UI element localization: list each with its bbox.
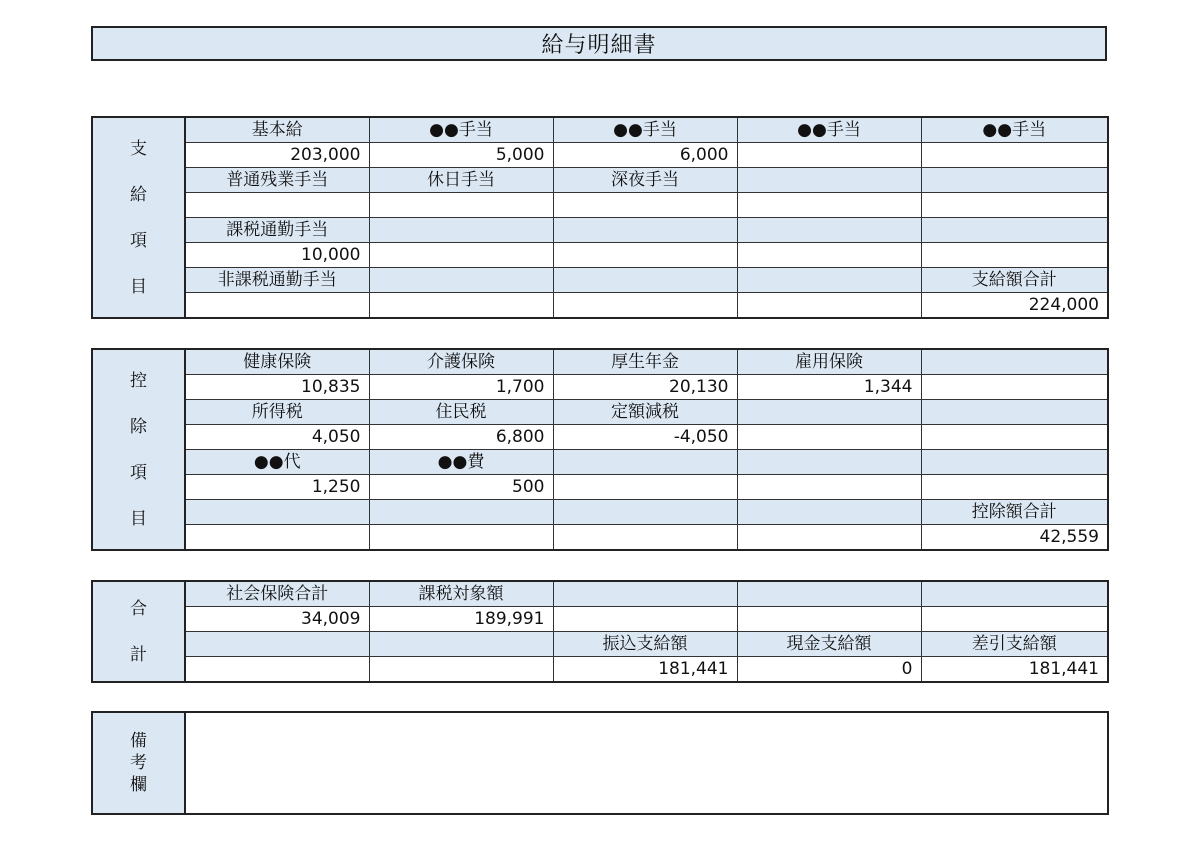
grid-row <box>92 450 1108 475</box>
item-label <box>737 500 921 525</box>
grid-row <box>92 168 1108 193</box>
item-value[interactable] <box>737 293 921 319</box>
item-value[interactable] <box>921 425 1108 450</box>
item-value[interactable]: 500 <box>369 475 553 500</box>
item-value[interactable] <box>185 193 369 218</box>
item-value[interactable]: 224,000 <box>921 293 1108 319</box>
item-label <box>369 268 553 293</box>
grid-row <box>92 349 1108 375</box>
item-value[interactable]: 10,000 <box>185 243 369 268</box>
side-char: 考 <box>130 753 147 773</box>
item-label <box>553 581 737 607</box>
item-label: 振込支給額 <box>553 632 737 657</box>
item-label: ●●手当 <box>921 117 1108 143</box>
grid-row <box>92 218 1108 243</box>
item-value[interactable]: 5,000 <box>369 143 553 168</box>
item-label: 現金支給額 <box>737 632 921 657</box>
payment-items-section <box>91 116 1109 319</box>
item-value[interactable] <box>553 193 737 218</box>
item-value[interactable] <box>369 525 553 551</box>
item-label: 支給額合計 <box>921 268 1108 293</box>
side-char: 給 <box>130 184 147 205</box>
item-value[interactable] <box>921 607 1108 632</box>
side-char: 項 <box>130 462 147 483</box>
item-value[interactable] <box>737 607 921 632</box>
item-value[interactable] <box>553 293 737 319</box>
grid-row <box>92 268 1108 293</box>
item-value[interactable]: 6,000 <box>553 143 737 168</box>
grid-row <box>92 143 1108 168</box>
item-value[interactable] <box>737 143 921 168</box>
side-char: 支 <box>130 138 147 159</box>
item-value[interactable] <box>553 243 737 268</box>
grid-row <box>92 525 1108 551</box>
item-label <box>553 450 737 475</box>
item-label: 差引支給額 <box>921 632 1108 657</box>
item-label: 介護保険 <box>369 349 553 375</box>
item-label: 基本給 <box>185 117 369 143</box>
totals-section <box>91 580 1109 683</box>
item-label: 健康保険 <box>185 349 369 375</box>
deduction-items-section <box>91 348 1109 551</box>
item-value[interactable] <box>553 475 737 500</box>
item-label: 住民税 <box>369 400 553 425</box>
grid-row <box>92 243 1108 268</box>
item-label: 深夜手当 <box>553 168 737 193</box>
item-value[interactable] <box>553 525 737 551</box>
item-label: ●●代 <box>185 450 369 475</box>
item-value[interactable] <box>921 143 1108 168</box>
grid-row <box>92 607 1108 632</box>
item-label: 所得税 <box>185 400 369 425</box>
item-value[interactable]: 34,009 <box>185 607 369 632</box>
grid-row <box>92 117 1108 143</box>
item-value[interactable] <box>185 657 369 683</box>
item-value[interactable] <box>921 243 1108 268</box>
grid-row <box>92 425 1108 450</box>
item-value[interactable]: 6,800 <box>369 425 553 450</box>
item-value[interactable]: 4,050 <box>185 425 369 450</box>
item-value[interactable] <box>737 475 921 500</box>
item-value[interactable]: 1,250 <box>185 475 369 500</box>
item-label: 課税通勤手当 <box>185 218 369 243</box>
item-value[interactable]: 0 <box>737 657 921 683</box>
grid-row <box>92 375 1108 400</box>
grid-row <box>92 400 1108 425</box>
grid-row <box>92 581 1108 607</box>
payment-side-label <box>92 117 185 318</box>
side-char: 合 <box>130 598 147 619</box>
side-char: 備 <box>130 731 147 751</box>
item-value[interactable] <box>737 243 921 268</box>
item-label: ●●手当 <box>369 117 553 143</box>
item-label <box>921 349 1108 375</box>
item-value[interactable]: 20,130 <box>553 375 737 400</box>
remarks-section <box>91 711 1109 815</box>
grid-row <box>92 500 1108 525</box>
item-label <box>921 168 1108 193</box>
item-label <box>921 450 1108 475</box>
grid-row <box>92 293 1108 319</box>
item-value[interactable]: 203,000 <box>185 143 369 168</box>
item-label: ●●手当 <box>737 117 921 143</box>
item-value[interactable] <box>369 243 553 268</box>
item-label <box>737 581 921 607</box>
item-value[interactable] <box>921 193 1108 218</box>
item-value[interactable] <box>369 657 553 683</box>
document-title: 給与明細書 <box>91 26 1107 61</box>
item-label <box>921 400 1108 425</box>
item-value[interactable] <box>185 293 369 319</box>
item-label <box>737 168 921 193</box>
item-value[interactable] <box>185 525 369 551</box>
item-value[interactable] <box>737 525 921 551</box>
item-label: 非課税通勤手当 <box>185 268 369 293</box>
item-label: 社会保険合計 <box>185 581 369 607</box>
item-value[interactable] <box>737 425 921 450</box>
item-value[interactable]: -4,050 <box>553 425 737 450</box>
item-label <box>737 218 921 243</box>
item-label: 普通残業手当 <box>185 168 369 193</box>
item-label: ●●費 <box>369 450 553 475</box>
item-label: 厚生年金 <box>553 349 737 375</box>
item-label <box>737 450 921 475</box>
item-value[interactable]: 181,441 <box>553 657 737 683</box>
side-char: 除 <box>130 416 147 437</box>
grid-row <box>92 632 1108 657</box>
item-label <box>737 268 921 293</box>
item-label <box>553 218 737 243</box>
item-label <box>553 268 737 293</box>
item-value[interactable]: 1,700 <box>369 375 553 400</box>
item-label: 課税対象額 <box>369 581 553 607</box>
item-label: 定額減税 <box>553 400 737 425</box>
item-label <box>921 218 1108 243</box>
item-label <box>921 581 1108 607</box>
totals-side-label <box>92 581 185 682</box>
item-value[interactable]: 10,835 <box>185 375 369 400</box>
item-value[interactable]: 42,559 <box>921 525 1108 551</box>
item-label <box>369 632 553 657</box>
item-label <box>185 632 369 657</box>
side-char: 控 <box>130 370 147 391</box>
item-value[interactable]: 181,441 <box>921 657 1108 683</box>
remarks-side-label <box>92 712 185 814</box>
side-char: 欄 <box>130 775 147 795</box>
item-label: 雇用保険 <box>737 349 921 375</box>
grid-row <box>92 193 1108 218</box>
side-char: 目 <box>130 508 147 529</box>
item-value[interactable] <box>921 475 1108 500</box>
deduction-side-label <box>92 349 185 550</box>
item-value[interactable] <box>369 193 553 218</box>
item-label <box>553 500 737 525</box>
item-label <box>369 218 553 243</box>
item-value[interactable]: 1,344 <box>737 375 921 400</box>
side-char: 計 <box>130 644 147 665</box>
item-label <box>369 500 553 525</box>
item-label: 休日手当 <box>369 168 553 193</box>
item-label <box>185 500 369 525</box>
grid-row <box>92 475 1108 500</box>
side-char: 目 <box>130 276 147 297</box>
grid-row <box>92 657 1108 683</box>
item-label <box>737 400 921 425</box>
item-label: 控除額合計 <box>921 500 1108 525</box>
item-label: ●●手当 <box>553 117 737 143</box>
item-value[interactable]: 189,991 <box>369 607 553 632</box>
side-char: 項 <box>130 230 147 251</box>
item-value[interactable] <box>553 607 737 632</box>
item-value[interactable] <box>737 193 921 218</box>
item-value[interactable] <box>369 293 553 319</box>
remarks-field[interactable] <box>185 712 1108 814</box>
item-value[interactable] <box>921 375 1108 400</box>
